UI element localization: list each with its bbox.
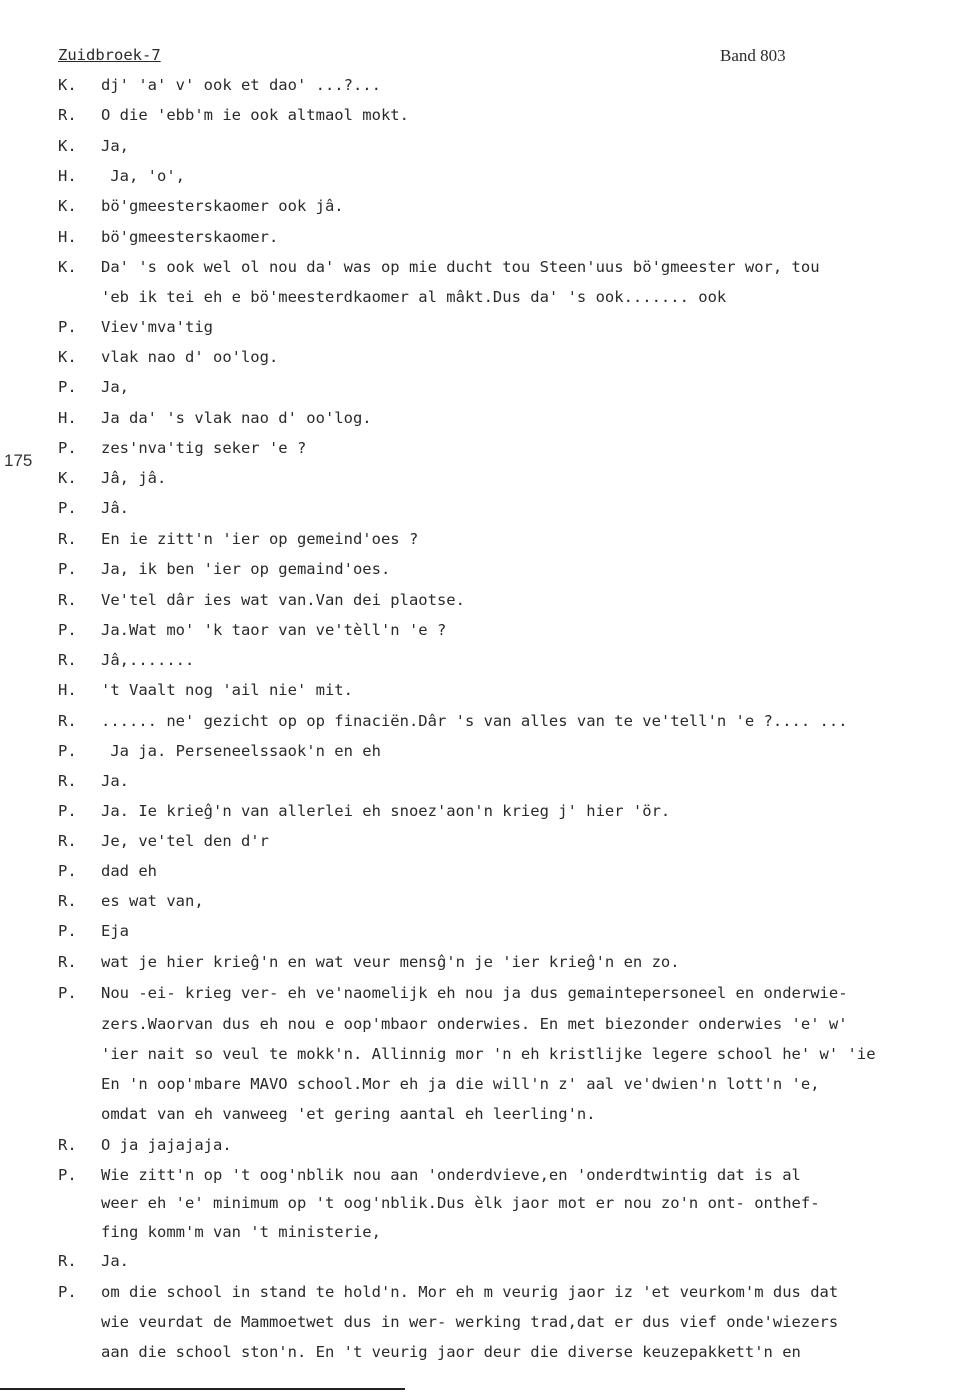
speaker-label: P.	[58, 621, 77, 639]
utterance-text: Da' 's ook wel ol nou da' was op mie ducht tou Steen'uus bö'gmeester wor, tou	[101, 258, 820, 276]
speaker-label: P.	[58, 984, 77, 1002]
utterance-text: Je, ve'tel den d'r	[101, 832, 269, 850]
speaker-label: K.	[58, 197, 77, 215]
speaker-label: R.	[58, 530, 77, 548]
utterance-text: Wie zitt'n op 't oog'nblik nou aan 'onderdvieve,en 'onderdtwintig dat is al	[101, 1166, 801, 1184]
utterance-text: es wat van,	[101, 892, 204, 910]
utterance-text: zes'nva'tig seker 'e ?	[101, 439, 307, 457]
utterance-text: Eja	[101, 922, 129, 940]
utterance-text: Ja, ik ben 'ier op gemaind'oes.	[101, 560, 391, 578]
speaker-label: R.	[58, 772, 77, 790]
speaker-label: P.	[58, 922, 77, 940]
utterance-text: Ja da' 's vlak nao d' oo'log.	[101, 409, 372, 427]
footer-rule	[0, 1388, 405, 1390]
speaker-label: K.	[58, 137, 77, 155]
utterance-text: zers.Waorvan dus eh nou e oop'mbaor onderwies. En met biezonder onderwies 'e' w'	[101, 1015, 848, 1033]
utterance-text: Ja,	[101, 378, 129, 396]
speaker-label: R.	[58, 832, 77, 850]
speaker-label: R.	[58, 1136, 77, 1154]
utterance-text: bö'gmeesterskaomer.	[101, 228, 279, 246]
utterance-text: Ja, 'o',	[101, 167, 185, 185]
utterance-text: Jâ,.......	[101, 651, 195, 669]
utterance-text: bö'gmeesterskaomer ook jâ.	[101, 197, 344, 215]
utterance-text: Ja. Ie krieĝ'n van allerlei eh snoez'aon'n krieg j' hier 'ör.	[101, 802, 671, 820]
speaker-label: H.	[58, 681, 77, 699]
utterance-text: O ja jajajaja.	[101, 1136, 232, 1154]
utterance-text: ...... ne' gezicht op op finaciën.Dâr 's van alles van te ve'tell'n 'e ?.... ...	[101, 712, 848, 730]
utterance-text: En ie zitt'n 'ier op gemeind'oes ?	[101, 530, 419, 548]
speaker-label: R.	[58, 651, 77, 669]
utterance-text: aan die school ston'n. En 't veurig jaor deur die diverse keuzepakkett'n en	[101, 1343, 801, 1361]
utterance-text: wat je hier krieĝ'n en wat veur mensĝ'n je 'ier krieĝ'n en zo.	[101, 953, 680, 971]
utterance-text: fing komm'm van 't ministerie,	[101, 1223, 381, 1241]
speaker-label: R.	[58, 106, 77, 124]
utterance-text: Ja ja. Perseneelssaok'n en eh	[101, 742, 381, 760]
utterance-text: Ja.	[101, 1252, 129, 1270]
utterance-text: En 'n oop'mbare MAVO school.Mor eh ja die will'n z' aal ve'dwien'n lott'n 'e,	[101, 1075, 820, 1093]
speaker-label: R.	[58, 892, 77, 910]
speaker-label: K.	[58, 76, 77, 94]
speaker-label: K.	[58, 258, 77, 276]
utterance-text: Viev'mva'tig	[101, 318, 213, 336]
speaker-label: H.	[58, 228, 77, 246]
speaker-label: H.	[58, 409, 77, 427]
utterance-text: O die 'ebb'm ie ook altmaol mokt.	[101, 106, 409, 124]
speaker-label: R.	[58, 1252, 77, 1270]
utterance-text: 'eb ik tei eh e bö'meesterdkaomer al mâkt.Dus da' 's ook....... ook	[101, 288, 727, 306]
utterance-text: omdat van eh vanweeg 'et gering aantal eh leerling'n.	[101, 1105, 596, 1123]
speaker-label: P.	[58, 378, 77, 396]
speaker-label: R.	[58, 591, 77, 609]
margin-number: 175	[4, 451, 33, 470]
utterance-text: dad eh	[101, 862, 157, 880]
speaker-label: H.	[58, 167, 77, 185]
speaker-label: K.	[58, 348, 77, 366]
speaker-label: P.	[58, 439, 77, 457]
utterance-text: om die school in stand te hold'n. Mor eh m veurig jaor iz 'et veurkom'm dus dat	[101, 1283, 839, 1301]
utterance-text: Jâ, jâ.	[101, 469, 167, 487]
speaker-label: P.	[58, 1166, 77, 1184]
speaker-label: P.	[58, 862, 77, 880]
utterance-text: weer eh 'e' minimum op 't oog'nblik.Dus èlk jaor mot er nou zo'n ont- onthef-	[101, 1194, 820, 1212]
speaker-label: P.	[58, 1283, 77, 1301]
utterance-text: Jâ.	[101, 499, 129, 517]
utterance-text: 't Vaalt nog 'ail nie' mit.	[101, 681, 353, 699]
speaker-label: K.	[58, 469, 77, 487]
page-header-right: Band 803	[720, 46, 786, 65]
page-header-left: Zuidbroek-7	[58, 46, 161, 64]
utterance-text: wie veurdat de Mammoetwet dus in wer- werking trad,dat er dus vief onde'wiezers	[101, 1313, 839, 1331]
speaker-label: P.	[58, 560, 77, 578]
speaker-label: P.	[58, 742, 77, 760]
speaker-label: P.	[58, 499, 77, 517]
utterance-text: 'ier nait so veul te mokk'n. Allinnig mor 'n eh kristlijke legere school he' w' 'ie	[101, 1045, 876, 1063]
speaker-label: P.	[58, 802, 77, 820]
utterance-text: Nou -ei- krieg ver- eh ve'naomelijk eh nou ja dus gemaintepersoneel en onderwie-	[101, 984, 848, 1002]
utterance-text: Ve'tel dâr ies wat van.Van dei plaotse.	[101, 591, 465, 609]
utterance-text: Ja.Wat mo' 'k taor van ve'tèll'n 'e ?	[101, 621, 447, 639]
speaker-label: R.	[58, 712, 77, 730]
utterance-text: Ja.	[101, 772, 129, 790]
speaker-label: R.	[58, 953, 77, 971]
utterance-text: Ja,	[101, 137, 129, 155]
speaker-label: P.	[58, 318, 77, 336]
utterance-text: vlak nao d' oo'log.	[101, 348, 279, 366]
utterance-text: dj' 'a' v' ook et dao' ...?...	[101, 76, 381, 94]
